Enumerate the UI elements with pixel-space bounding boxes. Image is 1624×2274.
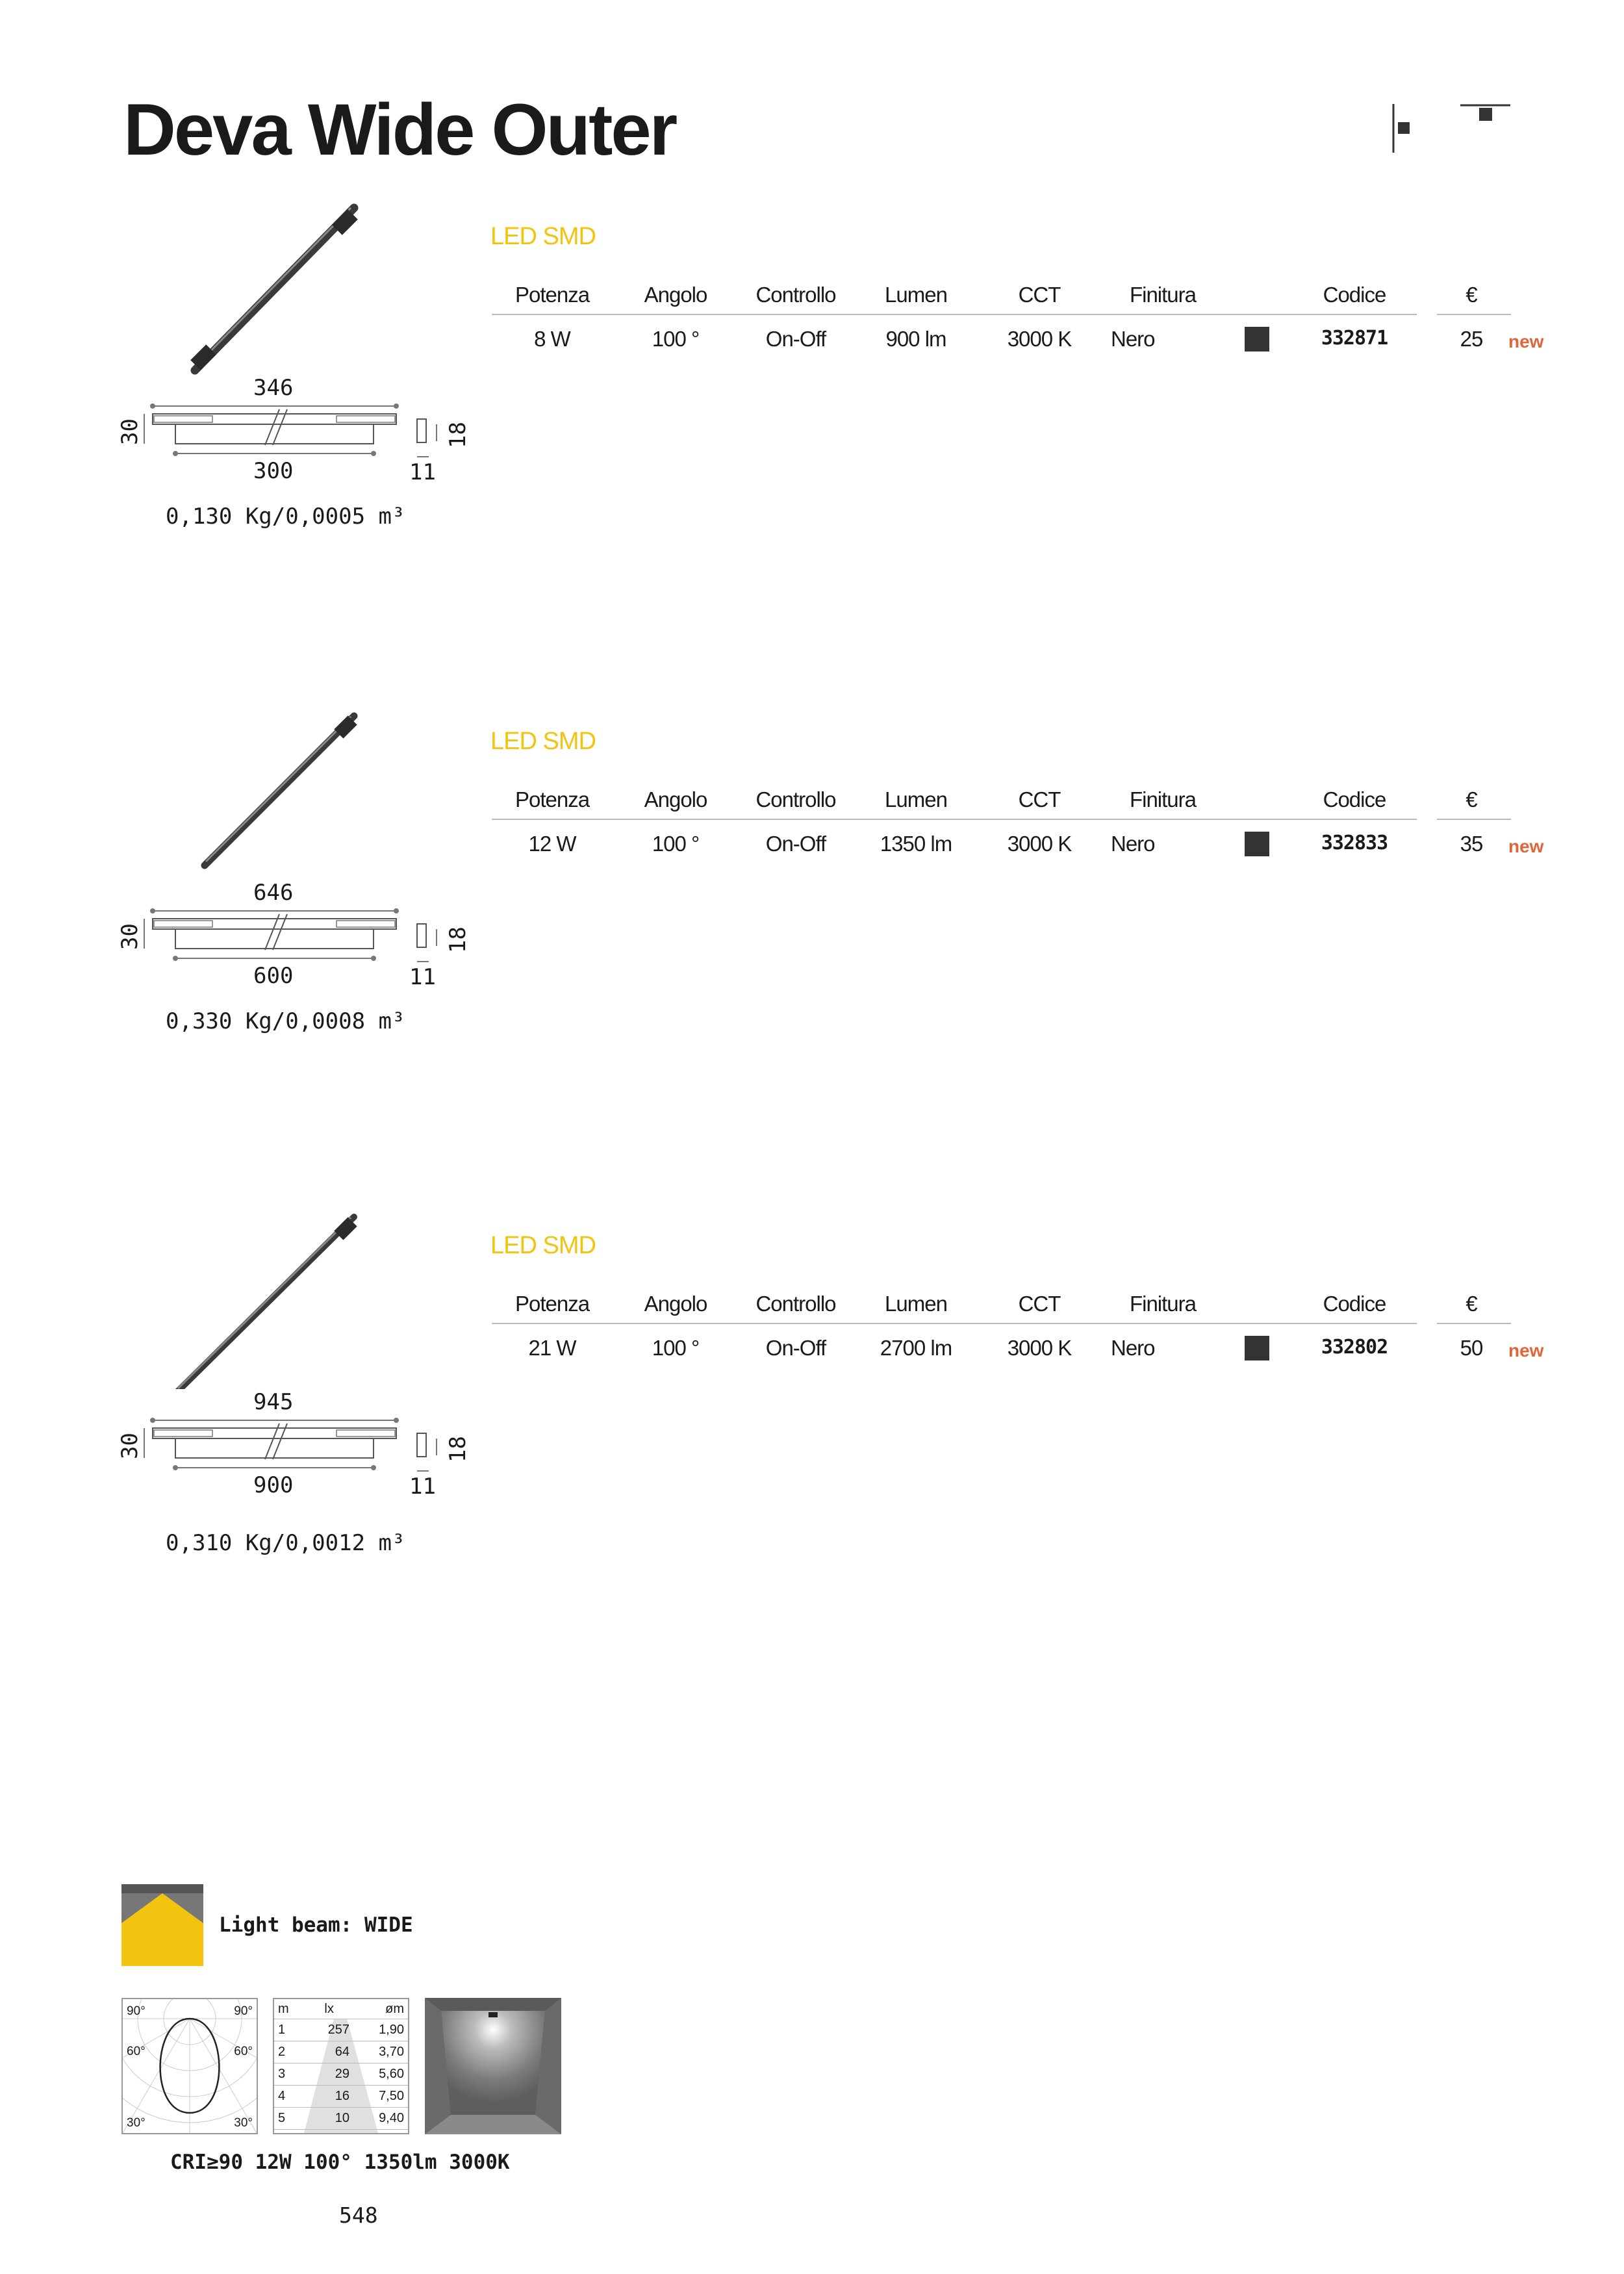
table-cell: 16 [305,2086,353,2108]
table-row [274,2019,408,2041]
table-row [274,2108,408,2130]
value-prezzo: 50 [1460,1336,1483,1360]
header-finitura: Finitura [1129,283,1197,307]
polar-label: 60° [127,2045,146,2058]
product-section-332871 [0,198,1624,620]
value-potenza: 8 W [534,327,570,351]
value-finitura: Nero [1111,327,1155,351]
dim-inner-length: 900 [253,1472,294,1498]
weight-volume: 0,130 Kg/0,0005 m³ [166,504,405,530]
technical-drawing [117,1388,481,1498]
table-cell: 5,60 [353,2063,408,2086]
value-angolo: 100 ° [652,327,700,351]
dim-width: 11 [409,964,436,990]
header-codice: Codice [1323,1292,1386,1316]
dim-height: 30 [117,1433,143,1459]
dim-height: 30 [117,923,143,950]
value-prezzo: 25 [1460,327,1483,351]
light-render-image [425,1998,561,2134]
header-cct: CCT [1018,787,1061,811]
product-section-332802 [0,1207,1624,1629]
column-header: lx [305,1999,353,2019]
mounting-type-icon [1390,97,1546,162]
polar-label: 90° [234,2004,253,2018]
finish-swatch [1245,1336,1269,1361]
column-header: øm [353,1999,408,2019]
weight-volume: 0,310 Kg/0,0012 m³ [166,1530,405,1556]
table-cell: 3,70 [353,2041,408,2063]
table-cell: 5 [274,2108,305,2130]
value-cct: 3000 K [1007,327,1072,351]
header-prezzo: € [1465,283,1477,307]
table-row [274,2086,408,2108]
new-badge: new [1508,331,1544,351]
header-controllo: Controllo [755,1292,836,1316]
table-rule [492,314,1417,315]
product-photo [175,703,370,885]
table-cell: 29 [305,2063,353,2086]
polar-label: 90° [127,2004,146,2018]
table-cell: 7,50 [353,2086,408,2108]
table-cell: 2 [274,2041,305,2063]
value-finitura: Nero [1111,832,1155,856]
value-lumen: 1350 lm [880,832,952,856]
value-controllo: On-Off [765,1336,826,1360]
header-finitura: Finitura [1129,1292,1197,1316]
header-angolo: Angolo [644,283,707,307]
value-finitura: Nero [1111,1336,1155,1360]
header-angolo: Angolo [644,787,707,811]
dim-total-length: 945 [253,1389,294,1415]
table-rule [492,1323,1417,1324]
header-cct: CCT [1018,283,1061,307]
table-rule [1437,314,1511,315]
table-rule [1437,1323,1511,1324]
header-controllo: Controllo [755,787,836,811]
weight-volume: 0,330 Kg/0,0008 m³ [166,1008,405,1034]
polar-diagram [121,1998,258,2134]
product-section-332833 [0,703,1624,1125]
header-controllo: Controllo [755,283,836,307]
value-controllo: On-Off [765,832,826,856]
value-codice: 332833 [1321,832,1388,854]
new-badge: new [1508,836,1544,856]
product-photo [175,1207,370,1389]
product-family: LED SMD [490,223,596,250]
table-row [274,2063,408,2086]
table-cell: 64 [305,2041,353,2063]
product-photo [175,198,370,380]
dim-depth: 18 [445,1436,471,1463]
header-potenza: Potenza [514,1292,590,1316]
value-potenza: 21 W [528,1336,576,1360]
header-finitura: Finitura [1129,787,1197,811]
table-cell: 1,90 [353,2019,408,2041]
header-lumen: Lumen [885,1292,947,1316]
table-cell: 3 [274,2063,305,2086]
dim-height: 30 [117,418,143,445]
value-codice: 332802 [1321,1336,1388,1359]
dim-width: 11 [409,1474,436,1500]
value-potenza: 12 W [528,832,576,856]
value-prezzo: 35 [1460,832,1483,856]
table-header-row [274,1999,408,2019]
header-potenza: Potenza [514,787,590,811]
dim-width: 11 [409,459,436,485]
polar-label: 30° [127,2116,146,2130]
dim-inner-length: 600 [253,963,294,989]
table-cell: 9,40 [353,2108,408,2130]
table-cell: 1 [274,2019,305,2041]
new-badge: new [1508,1340,1544,1361]
polar-label: 30° [234,2116,253,2130]
table-cell: 4 [274,2086,305,2108]
table-cell: 257 [305,2019,353,2041]
value-cct: 3000 K [1007,832,1072,856]
polar-label: 60° [234,2045,253,2058]
table-cell: 10 [305,2108,353,2130]
table-rule [492,819,1417,820]
technical-drawing [117,374,481,484]
page-number: 548 [339,2203,378,2228]
value-lumen: 2700 lm [880,1336,952,1360]
header-prezzo: € [1465,787,1477,811]
value-angolo: 100 ° [652,1336,700,1360]
header-potenza: Potenza [514,283,590,307]
finish-swatch [1245,327,1269,351]
header-prezzo: € [1465,1292,1477,1316]
light-beam-label: Light beam: WIDE [219,1913,413,1937]
header-angolo: Angolo [644,1292,707,1316]
technical-drawing [117,878,481,989]
illuminance-table [273,1998,409,2134]
header-codice: Codice [1323,283,1386,307]
dim-total-length: 346 [253,375,294,401]
value-cct: 3000 K [1007,1336,1072,1360]
dim-depth: 18 [445,926,471,953]
table-row [274,2041,408,2063]
column-header: m [274,1999,305,2019]
light-beam-wide-icon [121,1884,203,1966]
product-family: LED SMD [490,1232,596,1259]
header-lumen: Lumen [885,787,947,811]
header-lumen: Lumen [885,283,947,307]
header-cct: CCT [1018,1292,1061,1316]
finish-swatch [1245,832,1269,856]
dim-inner-length: 300 [253,458,294,484]
header-codice: Codice [1323,787,1386,811]
value-codice: 332871 [1321,327,1388,350]
value-lumen: 900 lm [885,327,946,351]
dim-total-length: 646 [253,880,294,906]
value-controllo: On-Off [765,327,826,351]
table-rule [1437,819,1511,820]
dim-depth: 18 [445,422,471,448]
photometry-specs: CRI≥90 12W 100° 1350lm 3000K [170,2151,510,2174]
page-title: Deva Wide Outer [123,89,676,170]
value-angolo: 100 ° [652,832,700,856]
product-family: LED SMD [490,728,596,755]
